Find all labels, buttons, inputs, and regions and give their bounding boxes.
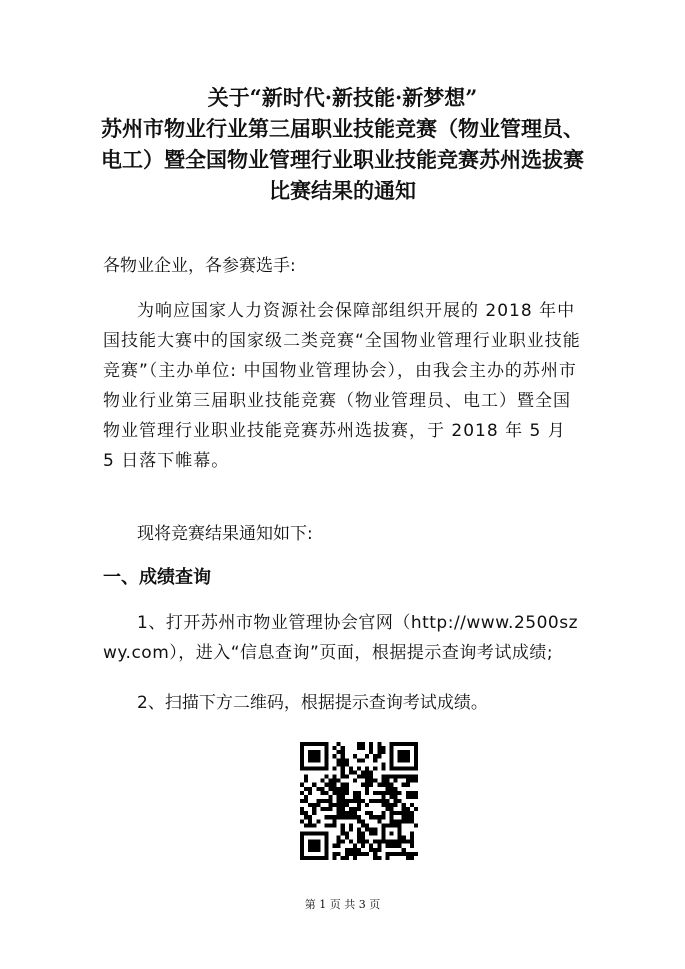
qr-code-icon[interactable] [300,742,418,860]
instruction-item-1: 1、打开苏州市物业管理协会官网（http://www.2500szwy.com），进入“信息查询”页面，根据提示查询考试成绩; [103,613,578,663]
body-paragraph-2: 现将竞赛结果通知如下: [137,524,313,544]
page-footer: 第 1 页 共 3 页 [304,898,381,911]
title-line-3: 电工）暨全国物业管理行业职业技能竞赛苏州选拔赛 [101,147,584,172]
title-line-2: 苏州市物业行业第三届职业技能竞赛（物业管理员、 [101,116,584,141]
section-heading-score-query: 一、成绩查询 [103,567,211,588]
document-title [70,82,615,206]
title-line-4: 比赛结果的通知 [269,178,416,203]
body-paragraph-1: 为响应国家人力资源社会保障部组织开展的 2018 年中国技能大赛中的国家级二类竞赛“全国物业管理行业职业技能竞赛”（主办单位: 中国物业管理协会），由我会主办的苏州市物业行业第三届职业技能竞赛（物业管理员、电工）暨全国物业管理行业职业技能竞赛苏州选拔赛，于 2018 年 5 月 5 日落下帷幕。 [103,301,581,471]
title-line-1: 关于“新时代·新技能·新梦想” [207,85,478,110]
salutation: 各物业企业，各参赛选手: [103,256,296,276]
instruction-item-2: 2、扫描下方二维码，根据提示查询考试成绩。 [137,693,488,713]
